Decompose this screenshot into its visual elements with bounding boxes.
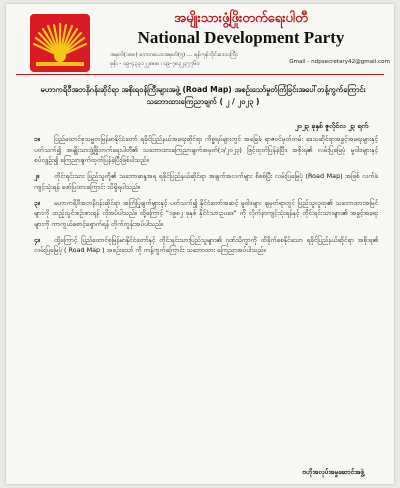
statement-date: ၂၀၂၃ ခုနှစ် ဇူလိုင်လ ၂၃ ရက်	[294, 122, 368, 130]
paragraph-text: မဟာကရိဝီအဘနိဂန်းဆိုင်ရာ အကြံပြုချက်များနှင့် ပတ်သက်၍ နိုင်ငံတော်အဆင့် မူဝါဒများ ချမှတ်ရာတွင် ပြည်သူလူထု၏ သဘောထားအမြင်များကို ထည့်သွင်းစဥ်းစားရန် လိုအပ်ပါသည်။ ထို့ကြောင့် "၁၉၈၂ ခုနှစ် နိုင်ငံသားဥပဒေ" ကို လိုက်နာကျင့်သုံးရန်နှင့် တိုင်းရင်းသားများ၏ အခွင့်အရေးများကို ကာကွယ်စောင့်ရှောက်ရန် တိုက်တွန်းအပ်ပါသည်။	[34, 198, 378, 228]
paragraph-text: ပြည်ထောင်စုသမ္မတမြန်မာနိုင်ငံတော် ရခိုင်ပြည်နယ်အရေးဆိုင်ရာ ကိစ္စရပ်များတွင် အခြေခံ ရာဇဝင်မှတ်တမ်း ဒေသဆိုင်ရာအခွင့်အရေးများနှင့် ပတ်သက်၍ အမျိုးသားဖွံ့ဖြိုးတက်ရေးပါတီ၏ သဘောထားကြေညာချက်အမှတ်(၁/၂၀၂၃) ဖြင့်ထုတ်ပြန်ခဲ့ပြီး၊ အစိုးရ၏ လမ်းပြမြေပုံ မူဝါဒများနှင့်စပ်လျဉ်း၍ ကြေညာချက်ထုတ်ပြန်ခဲ့ပြီးဖြစ်ပါသည်။	[34, 135, 378, 165]
paragraph-number: ၃။	[34, 198, 40, 207]
letterhead-divider	[16, 74, 384, 75]
paragraph-text: တိုင်းရင်းသား ပြည်သူတို့၏ သဘောဆန္ဒအရ ရခိုင်ပြည်နယ်ဆိုင်ရာ အချက်အလက်များ စိစစ်ပြီး လမ်းပြမြေပုံ (Road Map) အဖြစ် လက်ခံကျင့်သုံးရန် ဖော်ပြထားကြောင်း သိရှိရပါသည်။	[34, 172, 378, 191]
paragraph	[34, 134, 378, 166]
paragraph	[34, 198, 378, 230]
paragraph-number: ၄။	[34, 235, 40, 244]
statement-body	[34, 134, 378, 261]
address-line: အမှတ်(၁၈၈) ဘောဂယောအမှတ်(၅) ... ရန်ကုန်တိုင်းဒေသကြီး	[110, 52, 238, 58]
phone-numbers: ဖုန်း - ၀၉-၄၃၃၁၂၂၈၈၈ ၊ ၀၉-၇၈၃၂၃၇၇၆၀	[110, 61, 200, 67]
paragraph	[34, 235, 378, 256]
party-logo-icon	[28, 12, 92, 74]
statement-title: မဟာကရိဝီအဘနိဂန်းဆိုင်ရာ အစိုးရဝန်ကြီးများအဖွဲ့ (Road Map) အစဥ်းသော်မှုတ်ကြံခြင်းအပေါ်တန့်ကွက်ကြောင်း သဘောထားကြေညာချက် ( ၂ / ၂၀၂၃ )	[40, 85, 366, 106]
contact-line	[110, 59, 392, 68]
paragraph-text: ထို့ကြောင့် ပြည်ထောင်စုမြန်မာနိုင်ငံတော်နှင့် တိုင်းရင်းသားပြည်သူများ၏ ဂုဏ်သိက္ခာကို ထိခိုက်စေနိုင်သော ရခိုင်ပြည်နယ်ဆိုင်ရာ အစိုးရ၏ လမ်းပြမြေပုံ ( Road Map ) အစဥ်းသော် ကို ကန့်ကွက်ကြောင်း သဘောထား ကြေညာအပ်ပါသည်။	[34, 235, 378, 255]
email-address: Gmail - ndpsecretary42@gmail.com	[289, 59, 390, 65]
document-page	[6, 4, 394, 484]
party-name-myanmar: အမျိုးသားဖွံ့ဖြိုးတက်ရေးပါတီ	[174, 11, 308, 26]
party-name-english: National Development Party	[137, 28, 345, 47]
signatory: ဗဟိုအလုပ်အမှုဆောင်အဖွဲ့	[302, 468, 364, 476]
paragraph	[34, 171, 378, 192]
paragraph-number: ၁။	[34, 135, 40, 143]
paragraph-number: ၂။	[34, 172, 40, 181]
